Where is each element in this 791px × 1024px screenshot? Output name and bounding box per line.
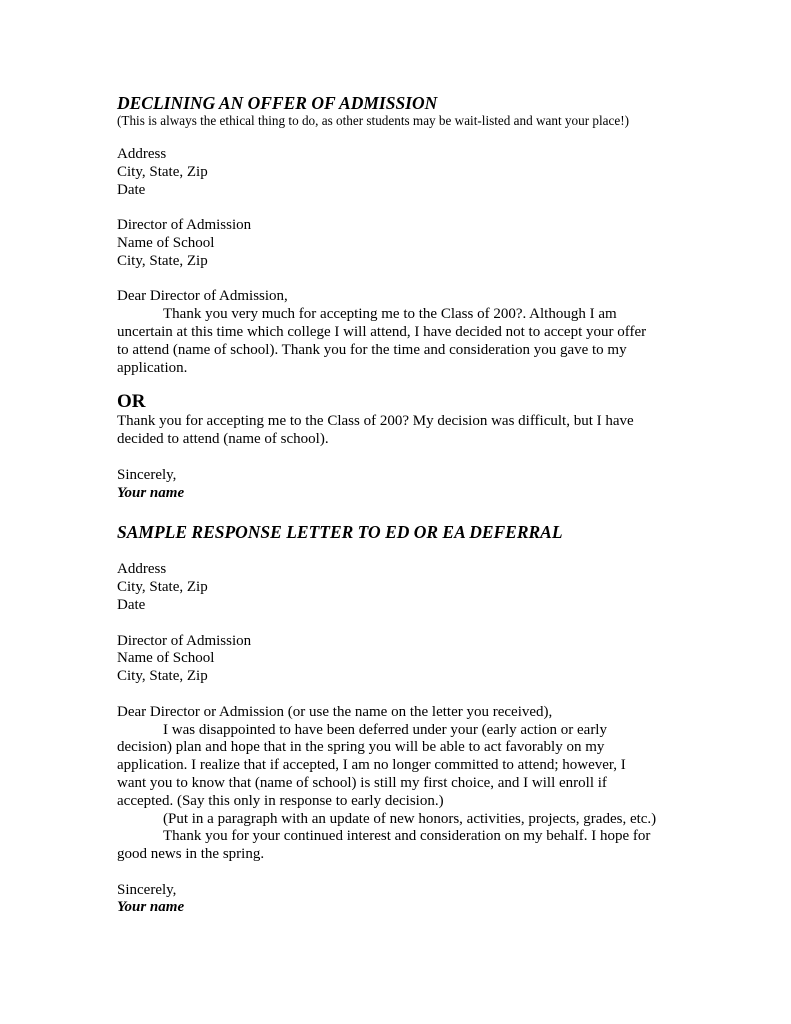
deferral-sender-address <box>117 561 717 614</box>
decline-recipient-address <box>117 217 717 270</box>
recipient-line: Director of Admission <box>117 217 252 234</box>
body-line: want you to know that (name of school) is still my first choice, and I will enroll if <box>117 774 607 791</box>
body-line: I was disappointed to have been deferred under your (early action or early <box>163 721 607 738</box>
or-label: OR <box>117 391 146 413</box>
recipient-line: City, State, Zip <box>117 252 208 269</box>
sender-line: Date <box>117 596 146 613</box>
deferral-paragraph-1 <box>117 722 717 811</box>
deferral-salutation: Dear Director or Admission (or use the name on the letter you received), <box>117 703 553 720</box>
decline-note: (This is always the ethical thing to do, as other students may be wait-listed and want your place!) <box>117 113 629 128</box>
deferral-closing: Sincerely, <box>117 881 177 898</box>
deferral-signature: Your name <box>117 899 185 916</box>
alt-line: Thank you for accepting me to the Class of 200? My decision was difficult, but I have <box>117 413 634 430</box>
decline-body-paragraph <box>117 306 717 377</box>
body-line: accepted. (Say this only in response to early decision.) <box>117 792 444 809</box>
recipient-line: City, State, Zip <box>117 668 208 685</box>
deferral-paragraph-2: (Put in a paragraph with an update of new honors, activities, projects, grades, etc.) <box>163 810 657 827</box>
sender-line: City, State, Zip <box>117 163 208 180</box>
decline-alternative-paragraph <box>117 413 717 449</box>
sender-line: Address <box>117 146 167 162</box>
recipient-line: Director of Admission <box>117 632 252 649</box>
deferral-recipient-address <box>117 633 717 686</box>
body-line: uncertain at this time which college I will attend, I have decided not to accept your offer <box>117 323 647 340</box>
recipient-line: Name of School <box>117 234 215 251</box>
decline-signature: Your name <box>117 484 185 501</box>
body-line: decision) plan and hope that in the spring you will be able to act favorably on my <box>117 739 605 756</box>
body-line: Thank you very much for accepting me to the Class of 200?. Although I am <box>163 306 617 323</box>
decline-closing: Sincerely, <box>117 466 177 483</box>
decline-salutation: Dear Director of Admission, <box>117 288 288 305</box>
decline-sender-address <box>117 146 717 199</box>
body-line: Thank you for your continued interest and consideration on my behalf. I hope for <box>163 828 651 845</box>
sender-line: Address <box>117 561 167 578</box>
recipient-line: Name of School <box>117 650 215 667</box>
body-line: to attend (name of school). Thank you for the time and consideration you gave to my <box>117 341 627 358</box>
decline-heading: DECLINING AN OFFER OF ADMISSION <box>117 93 438 113</box>
body-line: application. I realize that if accepted, I am no longer committed to attend; however, I <box>117 757 626 774</box>
deferral-heading: SAMPLE RESPONSE LETTER TO ED OR EA DEFERRAL <box>117 522 563 543</box>
body-line: good news in the spring. <box>117 846 265 863</box>
sender-line: City, State, Zip <box>117 579 208 596</box>
document-page <box>117 93 717 917</box>
sender-line: Date <box>117 181 146 198</box>
alt-line: decided to attend (name of school). <box>117 431 329 448</box>
body-line: application. <box>117 359 188 376</box>
deferral-paragraph-3 <box>117 828 717 864</box>
